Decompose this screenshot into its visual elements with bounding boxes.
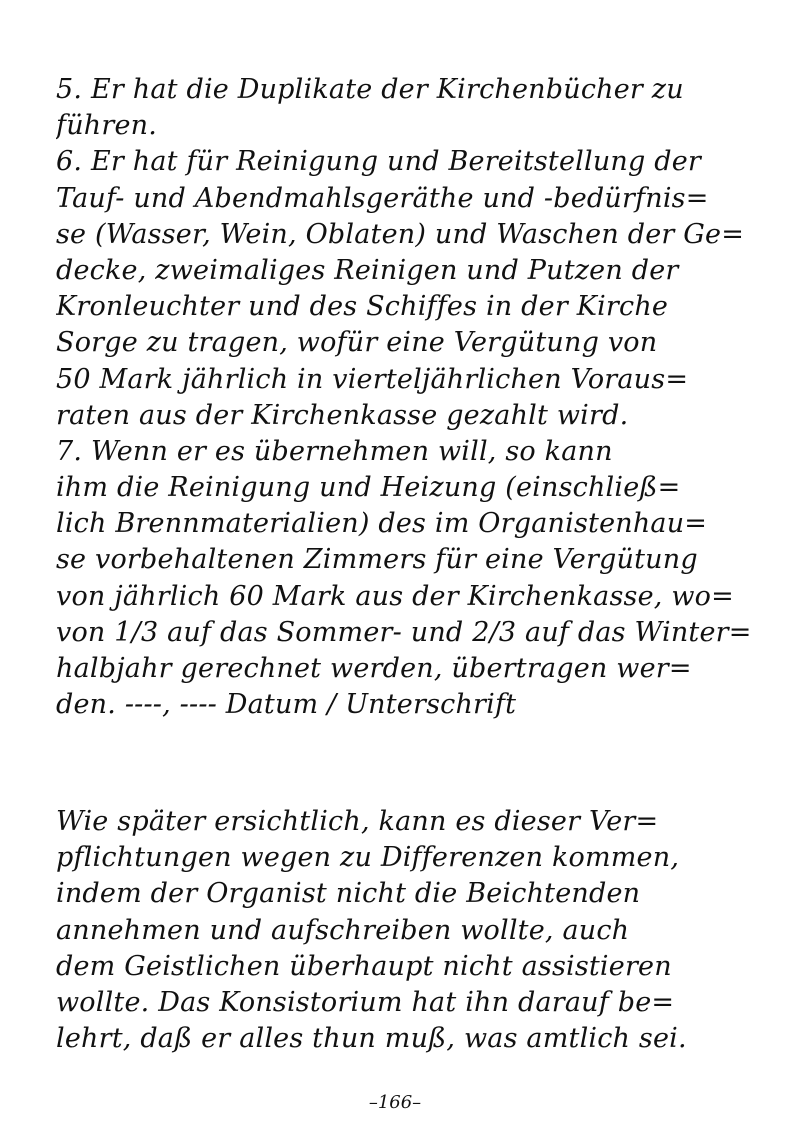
commentary-line: pflichtungen wegen zu Differenzen kommen, bbox=[56, 842, 680, 874]
duties-line: von 1/3 auf das Sommer- und 2/3 auf das Winter= bbox=[56, 616, 752, 648]
duties-line: lich Brennmaterialien) des im Organistenhau= bbox=[56, 508, 708, 540]
commentary-line: Wie später ersichtlich, kann es dieser Ver= bbox=[56, 806, 659, 837]
commentary-line: indem der Organist nicht die Beichtenden bbox=[56, 878, 641, 910]
commentary-line: wollte. Das Konsistorium hat ihn darauf be= bbox=[56, 986, 675, 1018]
duties-line: den. ----, ---- Datum / Unterschrift bbox=[56, 689, 517, 721]
duties-line: halbjahr gerechnet werden, übertragen wer= bbox=[56, 653, 692, 684]
duties-line: ihm die Reinigung und Heizung (einschließ= bbox=[56, 472, 681, 504]
duties-section bbox=[56, 72, 776, 723]
commentary-section bbox=[56, 804, 776, 1057]
duties-line: 50 Mark jährlich in vierteljährlichen Voraus= bbox=[56, 363, 689, 395]
duties-line: decke, zweimaliges Reinigen und Putzen der bbox=[56, 254, 679, 286]
duties-line: führen. bbox=[56, 110, 158, 142]
duties-line: 7. Wenn er es übernehmen will, so kann bbox=[56, 435, 613, 467]
duties-line: raten aus der Kirchenkasse gezahlt wird. bbox=[56, 399, 629, 431]
duties-line: von jährlich 60 Mark aus der Kirchenkasse, wo= bbox=[56, 580, 734, 612]
duties-line: Sorge zu tragen, wofür eine Vergütung von bbox=[56, 327, 658, 359]
duties-line: Tauf- und Abendmahlsgeräthe und -bedürfnis= bbox=[56, 182, 709, 214]
commentary-line: lehrt, daß er alles thun muß, was amtlich sei. bbox=[56, 1023, 687, 1055]
page-number: –166– bbox=[368, 1092, 422, 1113]
duties-line: se vorbehaltenen Zimmers für eine Vergütung bbox=[56, 544, 698, 576]
duties-line: se (Wasser, Wein, Oblaten) und Waschen der Ge= bbox=[56, 218, 745, 250]
commentary-line: dem Geistlichen überhaupt nicht assistieren bbox=[56, 950, 672, 982]
duties-line: 6. Er hat für Reinigung und Bereitstellung der bbox=[56, 146, 702, 178]
duties-line: 5. Er hat die Duplikate der Kirchenbücher zu bbox=[56, 74, 684, 105]
duties-line: Kronleuchter und des Schiffes in der Kirche bbox=[56, 291, 669, 323]
commentary-line: annehmen und aufschreiben wollte, auch bbox=[56, 914, 630, 946]
